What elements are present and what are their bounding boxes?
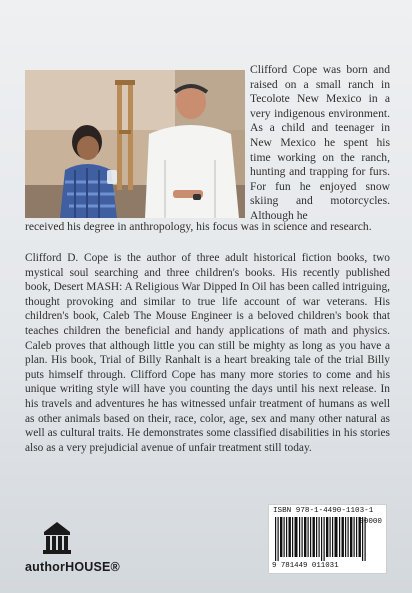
publisher-name: authorHOUSE®: [25, 560, 120, 574]
author-photo-illustration: [25, 70, 245, 218]
author-bio-intro: Clifford Cope was born and raised on a small ranch in Tecolote New Mexico in a very indigenous environment. As a child and teenager in New Mexico he spent his time working on the ranch, hunting and trapping for furs. For fun he enjoyed snow skiing and motorcycles. Although he: [250, 63, 390, 222]
publisher-logo: [25, 520, 135, 580]
author-books-description: Clifford D. Cope is the author of three adult historical fiction books, two mystical soul searching and three children's books. His recently published book, Desert MASH: A Religious War Dipped In Oil has been called intriguing, thought provoking and similar to true life account of war veterans. His children's book, Caleb The Mouse Engineer is a beloved children's book that teaches children the beneficial and handy applications of math and physics. Caleb proves that although little you can still be mighty as long as you have a plan. His book, Trial of Billy Ranhalt is a heart breaking tale of the trial Billy puts himself through. Clifford Cope has many more stories to come and his unique writing style will have you counting the days until his next release. In his travels and adventures he has witnessed unfair treatment of humans as well as other animals based on their, race, color, age, sex and many other natural as well as cultural traits. He demonstrates some classified disabilities in his stories also as a very prejudicial avenue of unfair treatment still today.: [25, 252, 390, 454]
isbn-label: ISBN 978-1-4490-1103-1: [273, 507, 374, 515]
price-code: 90000: [359, 518, 382, 526]
ean-digits: 9 781449 011031: [272, 562, 339, 570]
author-photo: [25, 70, 245, 218]
author-bio-continued: received his degree in anthropology, his focus was in science and research.: [25, 220, 372, 233]
isbn-barcode: [268, 504, 387, 574]
authorhouse-building-icon: [42, 520, 72, 554]
